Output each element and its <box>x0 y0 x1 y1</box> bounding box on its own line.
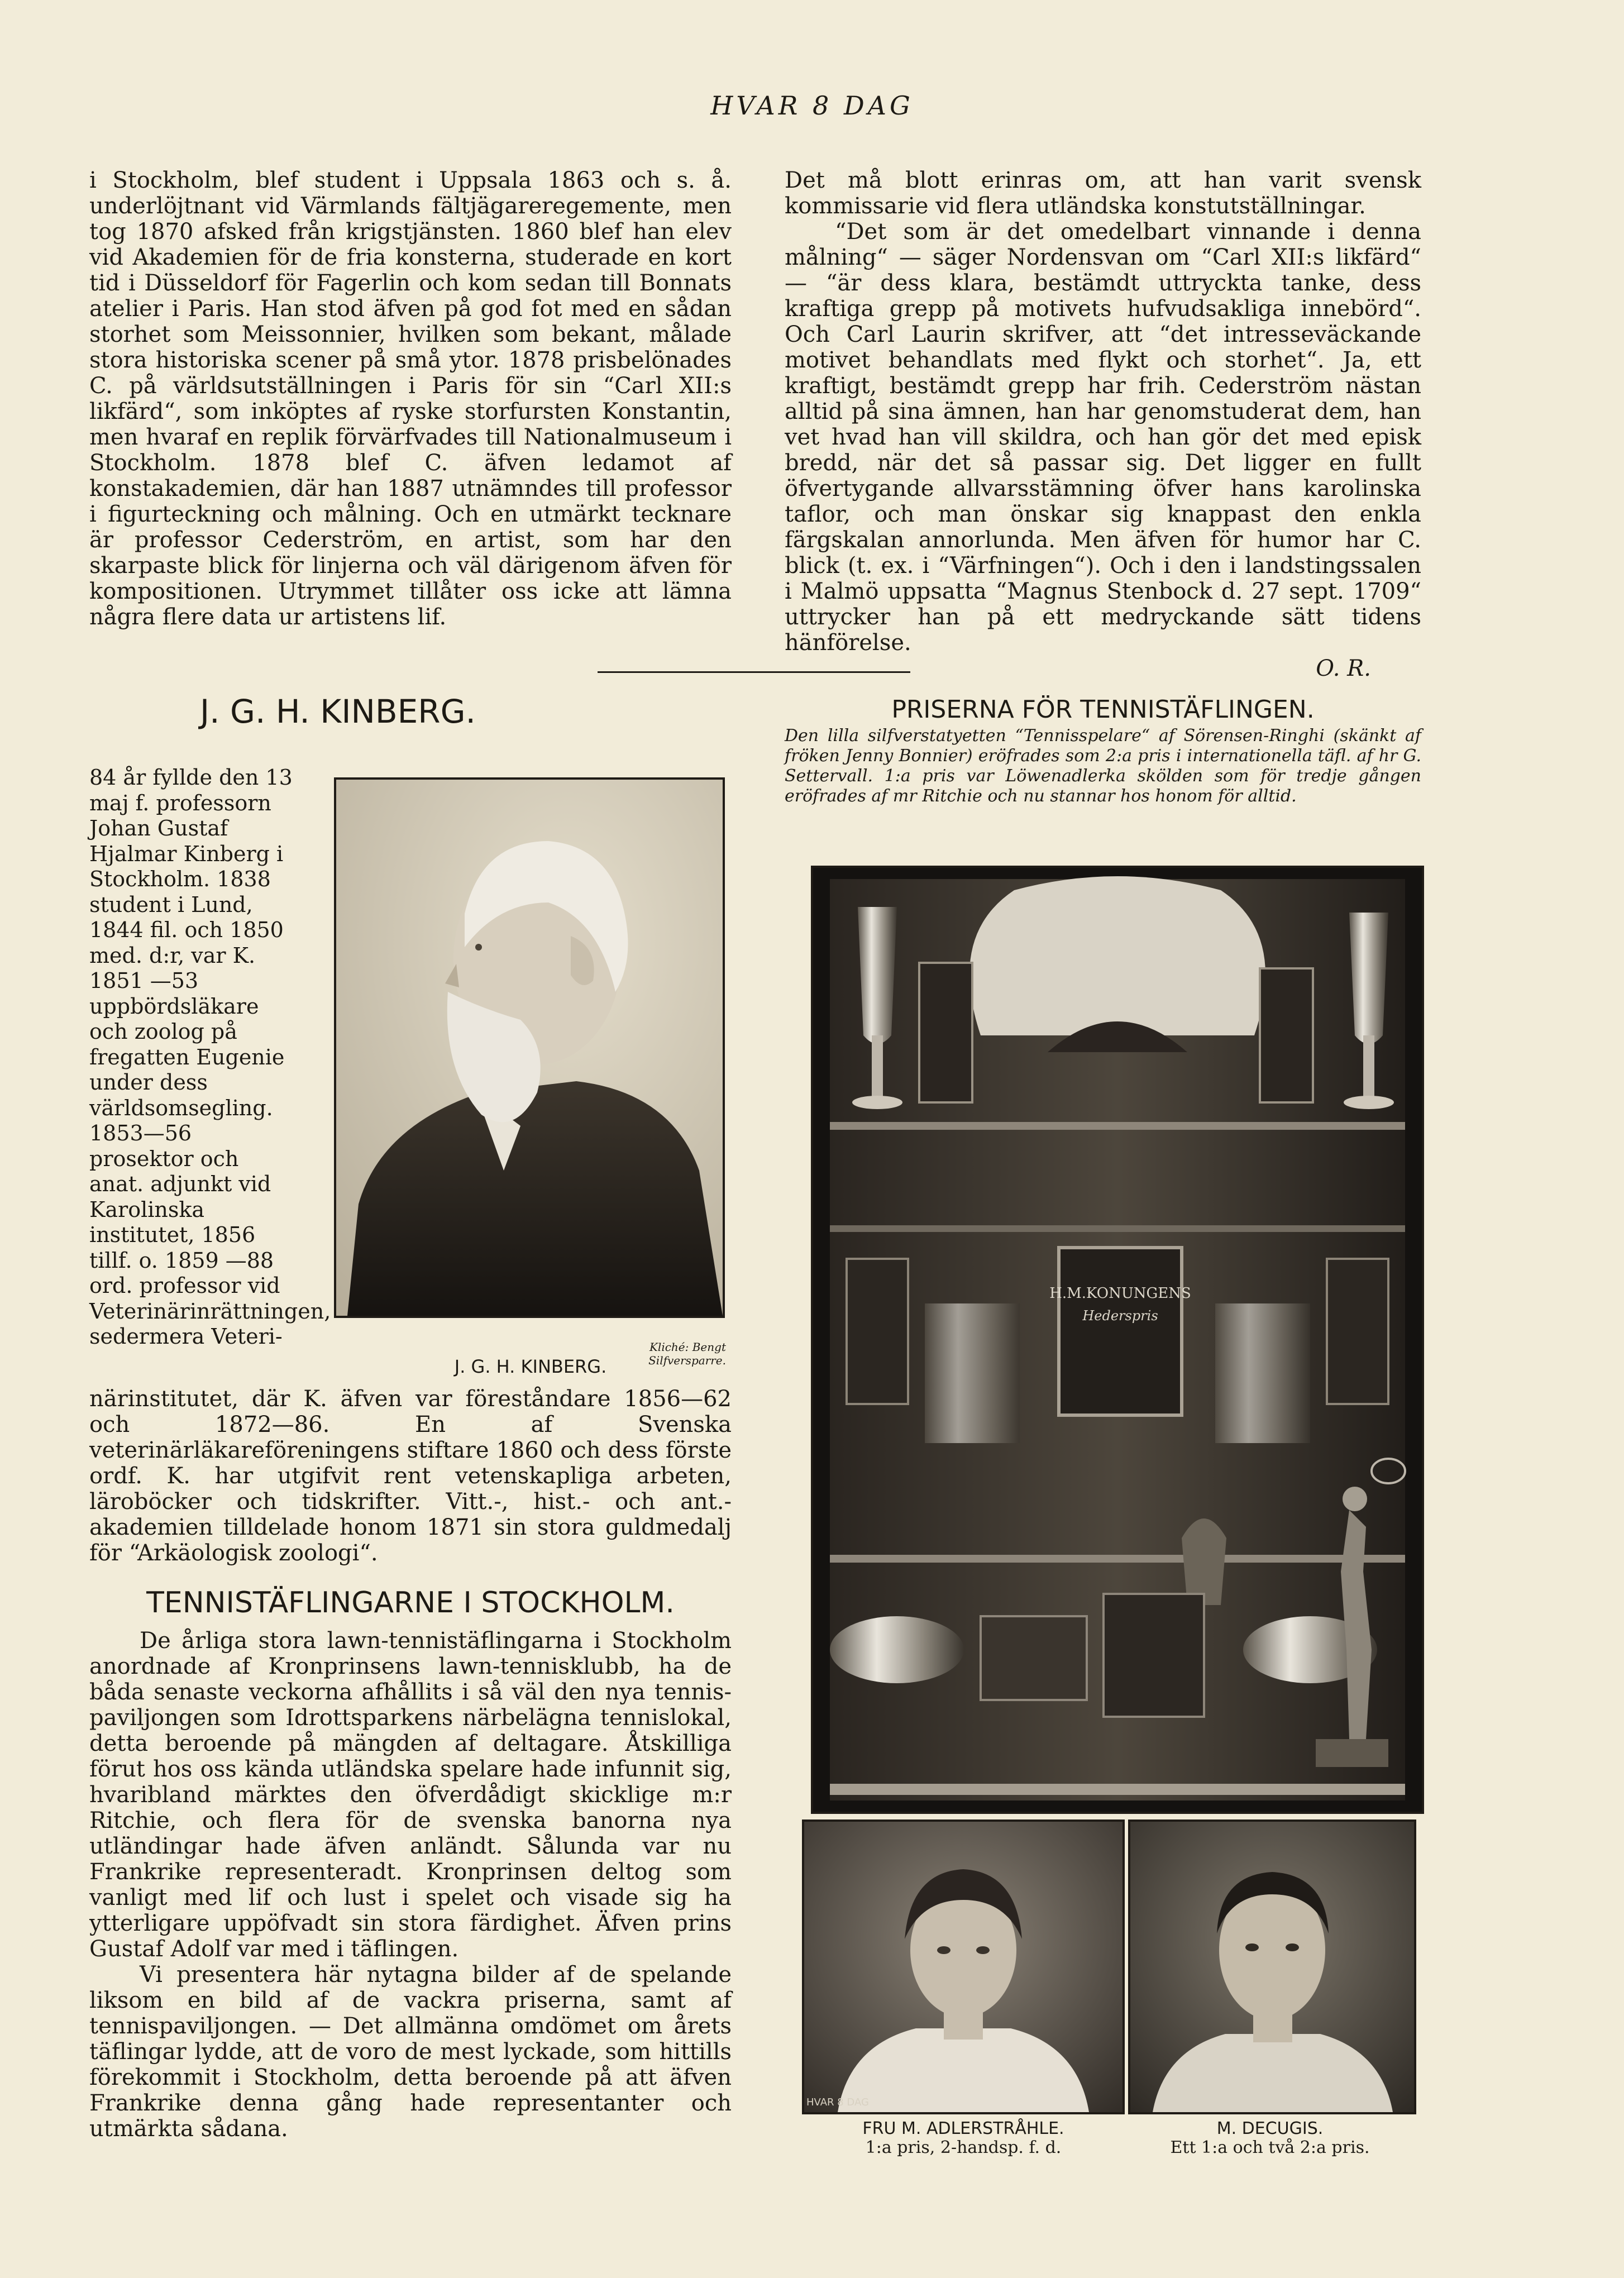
left-column-top <box>89 168 732 630</box>
section-divider <box>598 671 910 673</box>
decugis-portrait-image <box>1130 1822 1414 2112</box>
trophy-photo <box>811 866 1424 1814</box>
tennis-heading: TENNISTÄFLINGARNE I STOCKHOLM. <box>146 1586 675 1620</box>
prizes-heading: PRISERNA FÖR TENNISTÄFLINGEN. <box>891 695 1315 724</box>
kinberg-bio-text: 84 år fyllde den 13 maj f. professorn Johan Gustaf Hjalmar Kinberg i Stockholm. 1838 student i Lund, 1844 fil. och 1850 med. d:r, var K. 1851 —53 uppbördsläkare och zoolog på fregatten Eugenie under dess världsomsegling. 1853—56 prosektor och anat. adjunkt vid Karolinska institutet, 1856 tillf. o. 1859 —88 ord. professor vid Veterinärinrättningen, sedermera Veteri- <box>89 765 331 1349</box>
adlerstrahle-portrait-image <box>804 1822 1123 2112</box>
kinberg-wide-column <box>89 1386 732 1566</box>
kinberg-heading: J. G. H. KINBERG. <box>200 693 476 730</box>
kinberg-portrait-image <box>336 780 723 1316</box>
kinberg-photo-caption: J. G. H. KINBERG. <box>454 1356 607 1377</box>
decugis-name: M. DECUGIS. <box>1216 2119 1324 2138</box>
adlerstrahle-portrait <box>802 1819 1125 2114</box>
decugis-desc: Ett 1:a och två 2:a pris. <box>1170 2138 1370 2157</box>
prizes-subcaption: Den lilla silfverstatyetten “Tennisspelare“ af Sörensen-Ringhi (skänkt af fröken Jenny Bonnier) eröfrades som 2:a pris i internationella täfl. af hr G. Settervall. 1:a pris var Löwenadlerka skölden som för tredje gången eröfrades af mr Ritchie och nu stannar hos honom för alltid. <box>785 726 1421 806</box>
tennis-para-2: Vi presentera här nytagna bilder af de spelande liksom en bild af de vackra priserna, samt af tennispaviljongen. — Det allmänna omdömet om årets täflingar lydde, att de voro de mest lyckade, som hittills förekommit i Stockholm, detta beroende på att äfven Frankrike denna gång hade representanter och utmärkta sådana. <box>89 1962 732 2142</box>
kinberg-bio-continued: närinstitutet, där K. äfven var föreståndare 1856—62 och 1872—86. En af Svenska veterinärläkareföreningens stiftare 1860 och dess förste ordf. K. har utgifvit rent vetenskapliga arbeten, läroböcker och tidskrifter. Vitt.-, hist.- och ant.-akademien tilldelade honom 1871 sin stora guldmedalj för “Arkäologisk zoologi“. <box>89 1386 732 1566</box>
adlerstrahle-caption <box>804 2119 1123 2157</box>
adlerstrahle-name: FRU M. ADLERSTRÅHLE. <box>862 2119 1064 2138</box>
kinberg-photo-credit: Kliché: Bengt Silfversparre. <box>648 1340 726 1367</box>
signature: O. R. <box>1316 656 1371 681</box>
tennis-para-1: De årliga stora lawn-tennistäflingarna i Stockholm anordnade af Kronprinsens lawn-tennisklubb, ha de båda senaste veckorna afhållits i så väl den nya tennis-paviljongen som Idrottsparkens närbelägna tennislokal, detta beroende på mängden af deltagare. Åtskilliga förut hos oss kända utländska spelare hade infunnit sig, hvaribland märktes den öfverdådigt skicklige m:r Ritchie, och flera för de svenska banorna nya utländingar hade äfven anländt. Sålunda var nu Frankrike representeradt. Kronprinsen deltog som vanligt med lif och lust i spelet och visade sig ha ytterligare uppöfvadt sin stora färdighet. Äfven prins Gustaf Adolf var med i täflingen. <box>89 1628 732 1962</box>
decugis-portrait <box>1128 1819 1416 2114</box>
cederstrom-quote-text: “Det som är det omedelbart vinnande i denna målning“ — säger Nordensvan om “Carl XII:s likfärd“ — “är dess klara, bestämdt uttryckta tanke, dess kraftiga grepp på motivets hufvudsakliga innebörd“. Och Carl Laurin skrifver, att “det intresseväckande motivet behandlats med flykt och storhet“. Ja, ett kraftigt, bestämdt grepp har frih. Cederström nästan alltid på sina ämnen, han har genomstuderat dem, han vet hvad han vill skildra, och han gör det med episk bredd, när det så passar sig. Det ligger en fullt öfvertygande allvarsstämning öfver hans karolinska taflor, och man önskar sig knappast den enkla färgskalan annorlunda. Men äfven för humor har C. blick (t. ex. i “Värfningen“). Och i den i landstingssalen i Malmö uppsatta “Magnus Stenbock d. 27 sept. 1709“ uttrycker han på ett medryckande sätt tidens hänförelse. <box>785 219 1421 656</box>
kinberg-narrow-column <box>89 765 331 1350</box>
decugis-caption <box>1128 2119 1412 2157</box>
right-column-top <box>785 168 1421 681</box>
trophy-photo-image <box>813 868 1422 1812</box>
portrait-watermark: HVAR 8 DAG <box>806 2096 869 2108</box>
kinberg-portrait <box>334 777 725 1318</box>
masthead: HVAR 8 DAG <box>710 90 914 121</box>
plaque-subtitle: Hederspris <box>1082 1308 1158 1324</box>
tennis-column <box>89 1628 732 2142</box>
cederstrom-continued-text: i Stockholm, blef student i Uppsala 1863 och s. å. underlöjtnant vid Värmlands fältjägareregemente, men tog 1870 afsked från krigstjänsten. 1860 blef han elev vid Akademien för de fria konsterna, studerade en kort tid i Düsseldorf för Fagerlin och kom sedan till Bonnats atelier i Paris. Han stod äfven på god fot med en sådan storhet som Meissonnier, hvilken som bekant, målade stora historiska scener på små ytor. 1878 prisbelönades C. på världsutställningen i Paris för sin “Carl XII:s likfärd“, som inköptes af ryske storfursten Konstantin, men hvaraf en replik förvärfvades till Nationalmuseum i Stockholm. 1878 blef C. äfven ledamot af konstakademien, där han 1887 utnämndes till professor i figurteckning och målning. Och en utmärkt tecknare är professor Cederström, en artist, som har den skarpaste blick för linjerna och väl därigenom äfven för kompositionen. Utrymmet tillåter oss icke att lämna några flere data ur artistens lif. <box>89 168 732 630</box>
adlerstrahle-desc: 1:a pris, 2-handsp. f. d. <box>865 2138 1062 2157</box>
plaque-title: H.M.KONUNGENS <box>1049 1285 1191 1302</box>
cederstrom-commissioner-text: Det må blott erinras om, att han varit svensk kommissarie vid flera utländska konstutställningar. <box>785 168 1421 219</box>
